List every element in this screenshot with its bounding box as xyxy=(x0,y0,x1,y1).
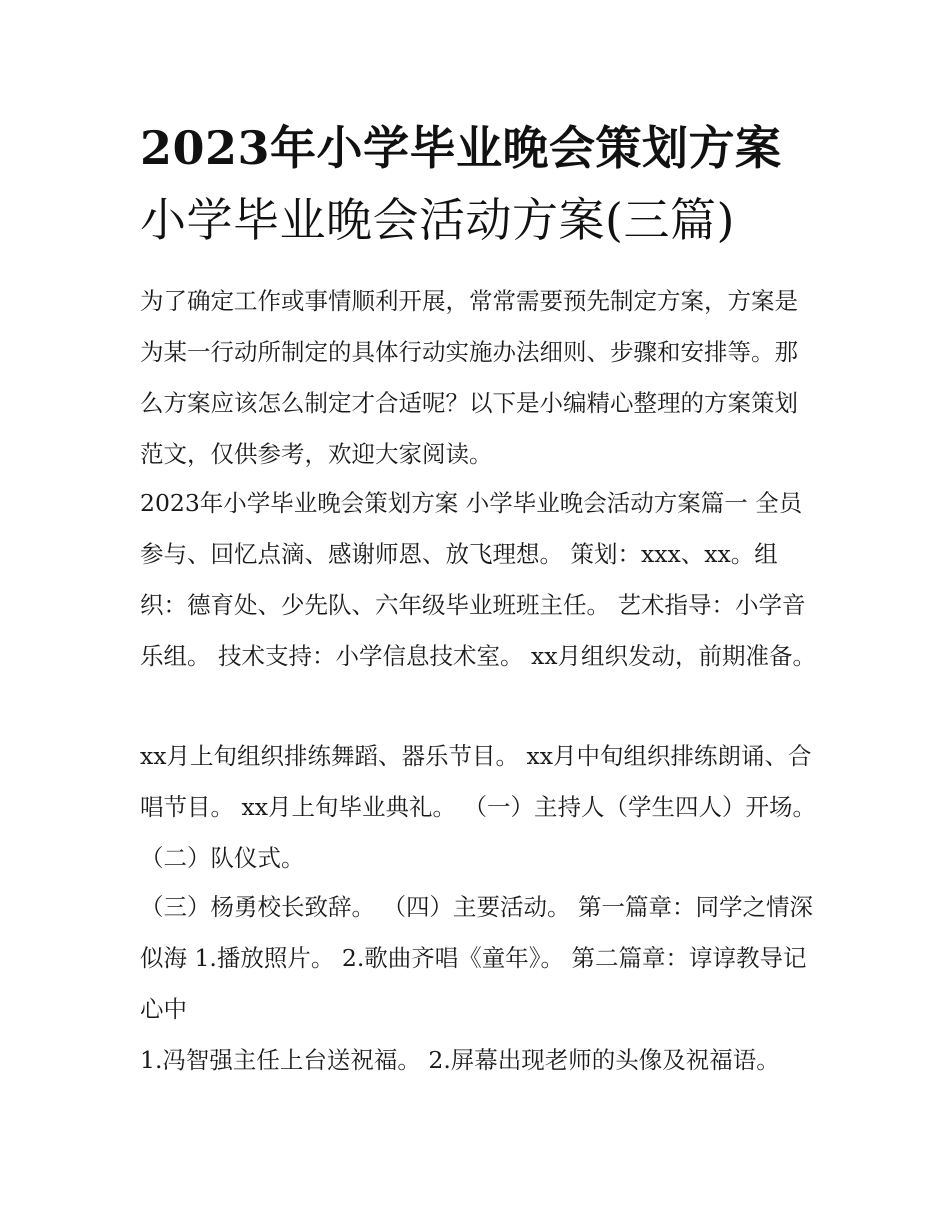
activities-paragraph: （三）杨勇校长致辞。 （四）主要活动。 第一篇章：同学之情深似海 1.播放照片。 2.歌曲齐唱《童年》。 第二篇章：谆谆教导记心中 xyxy=(140,893,813,1023)
intro-paragraph: 为了确定工作或事情顺利开展，常常需要预先制定方案，方案是为某一行动所制定的具体行动实施办法细则、步骤和安排等。那么方案应该怎么制定才合适呢？以下是小编精心整理的方案策划范文，仅供参考，欢迎大家阅读。 xyxy=(140,287,798,468)
blessing-paragraph: 1.冯智强主任上台送祝福。 2.屏幕出现老师的头像及祝福语。 xyxy=(140,1046,780,1074)
plan-overview-paragraph: 2023年小学毕业晚会策划方案 小学毕业晚会活动方案篇一 全员参与、回忆点滴、感谢师恩、放飞理想。 策划：xxx、xx。组织：德育处、少先队、六年级毕业班班主任。 艺术指导：小学音乐组。 技术支持：小学信息技术室。 xx月组织发动，前期准备。 xyxy=(140,489,816,670)
document-title-line-2: 小学毕业晚会活动方案(三篇) xyxy=(140,193,735,247)
schedule-paragraph: xx月上旬组织排练舞蹈、器乐节目。 xx月中旬组织排练朗诵、合唱节目。 xx月上旬毕业典礼。 （一）主持人（学生四人）开场。 （二）队仪式。 xyxy=(140,742,816,872)
document-title-line-1: 2023年小学毕业晚会策划方案 xyxy=(140,121,782,175)
